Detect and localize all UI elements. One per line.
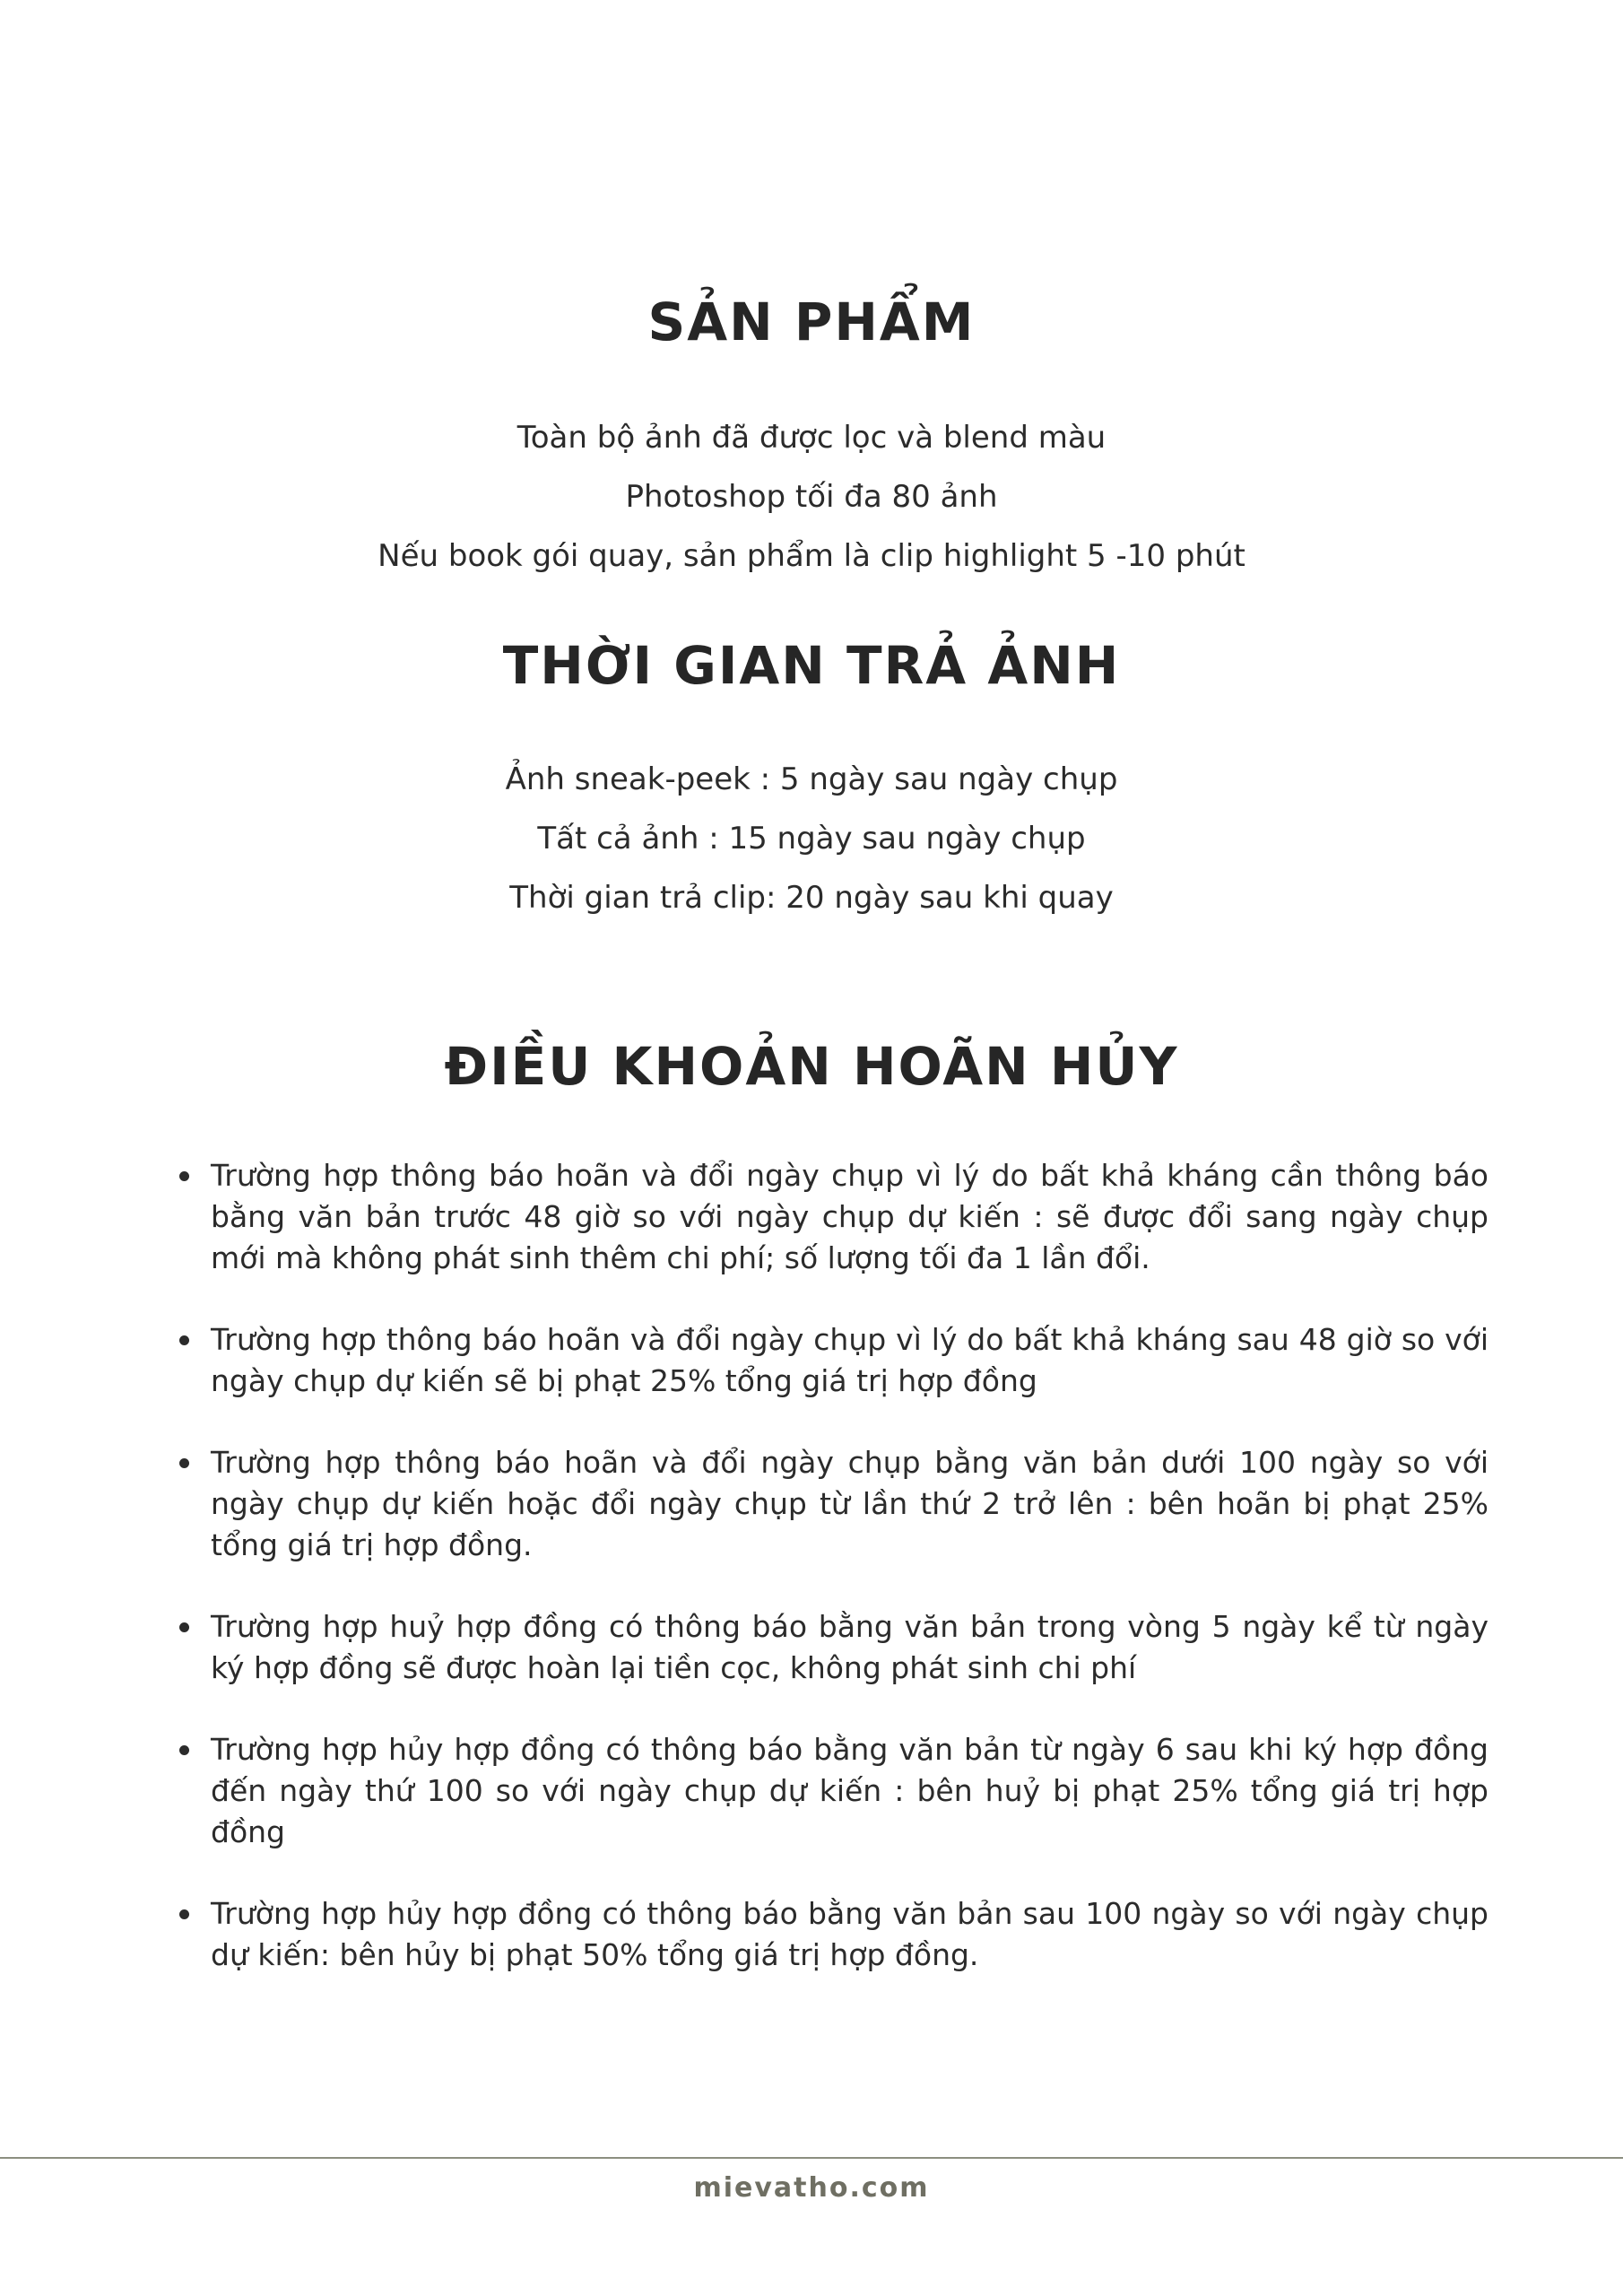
term-item: [179, 1319, 1488, 1402]
term-item: [179, 1606, 1488, 1689]
products-line: Nếu book gói quay, sản phẩm là clip highlight 5 -10 phút: [378, 538, 1245, 574]
term-text: Trường hợp huỷ hợp đồng có thông báo bằng văn bản trong vòng 5 ngày kể từ ngày ký hợp đồng sẽ được hoàn lại tiền cọc, không phát sinh chi phí: [211, 1609, 1488, 1685]
products-heading: SẢN PHẨM: [647, 291, 976, 352]
delivery-line: Tất cả ảnh : 15 ngày sau ngày chụp: [537, 821, 1086, 857]
bullet-icon: [179, 1335, 189, 1345]
term-item: [179, 1442, 1488, 1566]
products-line: Photoshop tối đa 80 ảnh: [625, 479, 998, 515]
bullet-icon: [179, 1745, 189, 1755]
products-list: [0, 408, 1623, 586]
bullet-icon: [179, 1622, 189, 1632]
term-text: Trường hợp thông báo hoãn và đổi ngày chụp bằng văn bản dưới 100 ngày so với ngày chụp dự kiến hoặc đổi ngày chụp từ lần thứ 2 trở lên : bên hoãn bị phạt 25% tổng giá trị hợp đồng.: [211, 1445, 1488, 1562]
term-item: [179, 1155, 1488, 1279]
cancellation-terms-list: [179, 1155, 1488, 2016]
footer-website[interactable]: mievatho.com: [693, 2172, 930, 2204]
delivery-heading: THỜI GIAN TRẢ ẢNH: [502, 635, 1121, 696]
delivery-line: Ảnh sneak-peek : 5 ngày sau ngày chụp: [505, 761, 1118, 797]
bullet-icon: [179, 1909, 189, 1919]
bullet-icon: [179, 1171, 189, 1181]
term-item: [179, 1893, 1488, 1976]
delivery-line: Thời gian trả clip: 20 ngày sau khi quay: [509, 880, 1114, 916]
footer-divider: [0, 2157, 1623, 2159]
term-item: [179, 1729, 1488, 1853]
term-text: Trường hợp hủy hợp đồng có thông báo bằng văn bản sau 100 ngày so với ngày chụp dự kiến: bên hủy bị phạt 50% tổng giá trị hợp đồng.: [211, 1896, 1488, 1972]
products-line: Toàn bộ ảnh đã được lọc và blend màu: [516, 420, 1107, 456]
term-text: Trường hợp thông báo hoãn và đổi ngày chụp vì lý do bất khả kháng sau 48 giờ so với ngày chụp dự kiến sẽ bị phạt 25% tổng giá trị hợp đồng: [211, 1322, 1488, 1398]
cancellation-heading: ĐIỀU KHOẢN HOÃN HỦY: [444, 1036, 1179, 1097]
term-text: Trường hợp hủy hợp đồng có thông báo bằng văn bản từ ngày 6 sau khi ký hợp đồng đến ngày thứ 100 so với ngày chụp dự kiến : bên huỷ bị phạt 25% tổng giá trị hợp đồng: [211, 1732, 1488, 1849]
bullet-icon: [179, 1458, 189, 1468]
term-text: Trường hợp thông báo hoãn và đổi ngày chụp vì lý do bất khả kháng cần thông báo bằng văn bản trước 48 giờ so với ngày chụp dự kiến : sẽ được đổi sang ngày chụp mới mà không phát sinh thêm chi phí; số lượng tối đa 1 lần đổi.: [211, 1158, 1488, 1275]
delivery-list: [0, 750, 1623, 927]
